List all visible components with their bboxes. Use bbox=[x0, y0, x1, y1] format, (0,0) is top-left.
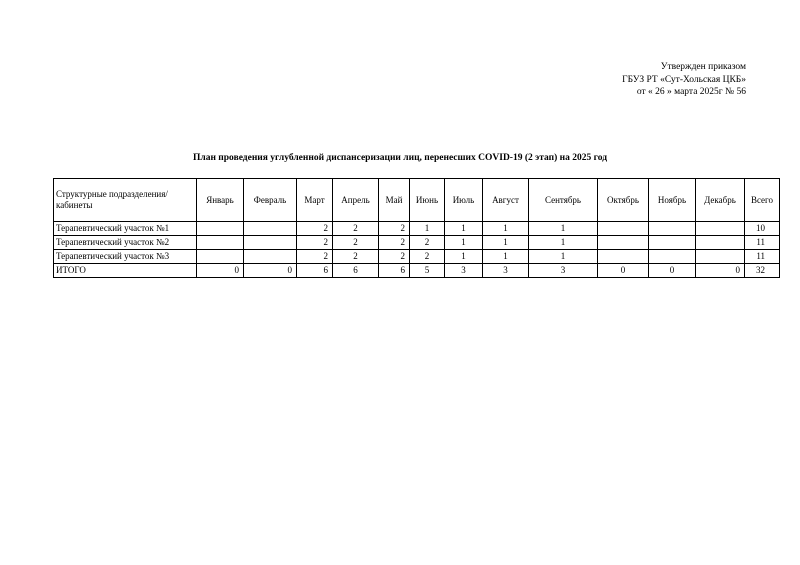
header-cell-february: Февраль bbox=[244, 179, 297, 222]
row-total: 32 bbox=[745, 264, 780, 278]
table-cell: 2 bbox=[333, 222, 379, 236]
header-cell-july: Июль bbox=[445, 179, 483, 222]
header-cell-september: Сентябрь bbox=[529, 179, 598, 222]
table-cell: 6 bbox=[333, 264, 379, 278]
table-cell: 2 bbox=[333, 236, 379, 250]
row-label: Терапевтический участок №2 bbox=[54, 236, 197, 250]
row-total: 11 bbox=[745, 236, 780, 250]
table-cell: 0 bbox=[598, 264, 649, 278]
table-cell bbox=[244, 250, 297, 264]
approval-line-2: ГБУЗ РТ «Сут-Хольская ЦКБ» bbox=[622, 74, 746, 85]
approval-block bbox=[622, 61, 746, 99]
table-row-total bbox=[54, 264, 780, 278]
approval-line-3: от « 26 » марта 2025г № 56 bbox=[636, 87, 746, 97]
table-cell bbox=[197, 222, 244, 236]
table-cell bbox=[649, 250, 696, 264]
table-cell: 0 bbox=[696, 264, 745, 278]
header-cell-august: Август bbox=[483, 179, 529, 222]
table-cell: 2 bbox=[379, 250, 410, 264]
table-row bbox=[54, 236, 780, 250]
row-total: 11 bbox=[745, 250, 780, 264]
approval-line-1: Утвержден приказом bbox=[660, 62, 746, 72]
table-cell: 1 bbox=[483, 236, 529, 250]
table-cell bbox=[649, 222, 696, 236]
table-cell bbox=[197, 250, 244, 264]
table-cell bbox=[696, 222, 745, 236]
plan-table bbox=[53, 178, 780, 278]
table-cell: 3 bbox=[529, 264, 598, 278]
table-cell bbox=[598, 222, 649, 236]
table-cell: 2 bbox=[297, 236, 333, 250]
header-cell-june: Июнь bbox=[410, 179, 445, 222]
table-cell: 1 bbox=[529, 236, 598, 250]
header-cell-april: Апрель bbox=[333, 179, 379, 222]
table-row bbox=[54, 222, 780, 236]
table-cell bbox=[696, 250, 745, 264]
table-cell: 2 bbox=[297, 222, 333, 236]
row-label: ИТОГО bbox=[54, 264, 197, 278]
table-cell: 0 bbox=[244, 264, 297, 278]
header-cell-december: Декабрь bbox=[696, 179, 745, 222]
table-cell bbox=[649, 236, 696, 250]
table-cell: 2 bbox=[410, 236, 445, 250]
table-cell: 1 bbox=[483, 222, 529, 236]
table-cell: 2 bbox=[410, 250, 445, 264]
table-cell bbox=[598, 250, 649, 264]
table-row bbox=[54, 250, 780, 264]
header-cell-total: Всего bbox=[745, 179, 780, 222]
table-header-row bbox=[54, 179, 780, 222]
table-cell: 6 bbox=[297, 264, 333, 278]
table-cell: 6 bbox=[379, 264, 410, 278]
header-cell-may: Май bbox=[379, 179, 410, 222]
table-cell bbox=[197, 236, 244, 250]
header-cell-march: Март bbox=[297, 179, 333, 222]
table-cell: 2 bbox=[297, 250, 333, 264]
header-cell-departments: Структурные подразделения/ кабинеты bbox=[54, 179, 197, 222]
header-cell-november: Ноябрь bbox=[649, 179, 696, 222]
table-cell: 2 bbox=[379, 236, 410, 250]
table-cell: 1 bbox=[445, 236, 483, 250]
table-cell: 2 bbox=[333, 250, 379, 264]
table-cell: 1 bbox=[410, 222, 445, 236]
table-cell: 1 bbox=[483, 250, 529, 264]
table-cell bbox=[244, 236, 297, 250]
table-cell: 1 bbox=[445, 222, 483, 236]
header-cell-october: Октябрь bbox=[598, 179, 649, 222]
document-title: План проведения углубленной диспансеризации лиц, перенесших COVID-19 (2 этап) на 2025 год bbox=[192, 153, 607, 163]
table-cell: 1 bbox=[529, 222, 598, 236]
row-label: Терапевтический участок №1 bbox=[54, 222, 197, 236]
row-label: Терапевтический участок №3 bbox=[54, 250, 197, 264]
table-cell: 0 bbox=[197, 264, 244, 278]
table-cell: 1 bbox=[529, 250, 598, 264]
table-cell: 2 bbox=[379, 222, 410, 236]
header-cell-january: Январь bbox=[197, 179, 244, 222]
table-cell: 0 bbox=[649, 264, 696, 278]
table-cell: 5 bbox=[410, 264, 445, 278]
table-cell: 3 bbox=[483, 264, 529, 278]
table-cell: 1 bbox=[445, 250, 483, 264]
row-total: 10 bbox=[745, 222, 780, 236]
table-cell bbox=[696, 236, 745, 250]
table-cell bbox=[598, 236, 649, 250]
table-cell bbox=[244, 222, 297, 236]
table-cell: 3 bbox=[445, 264, 483, 278]
